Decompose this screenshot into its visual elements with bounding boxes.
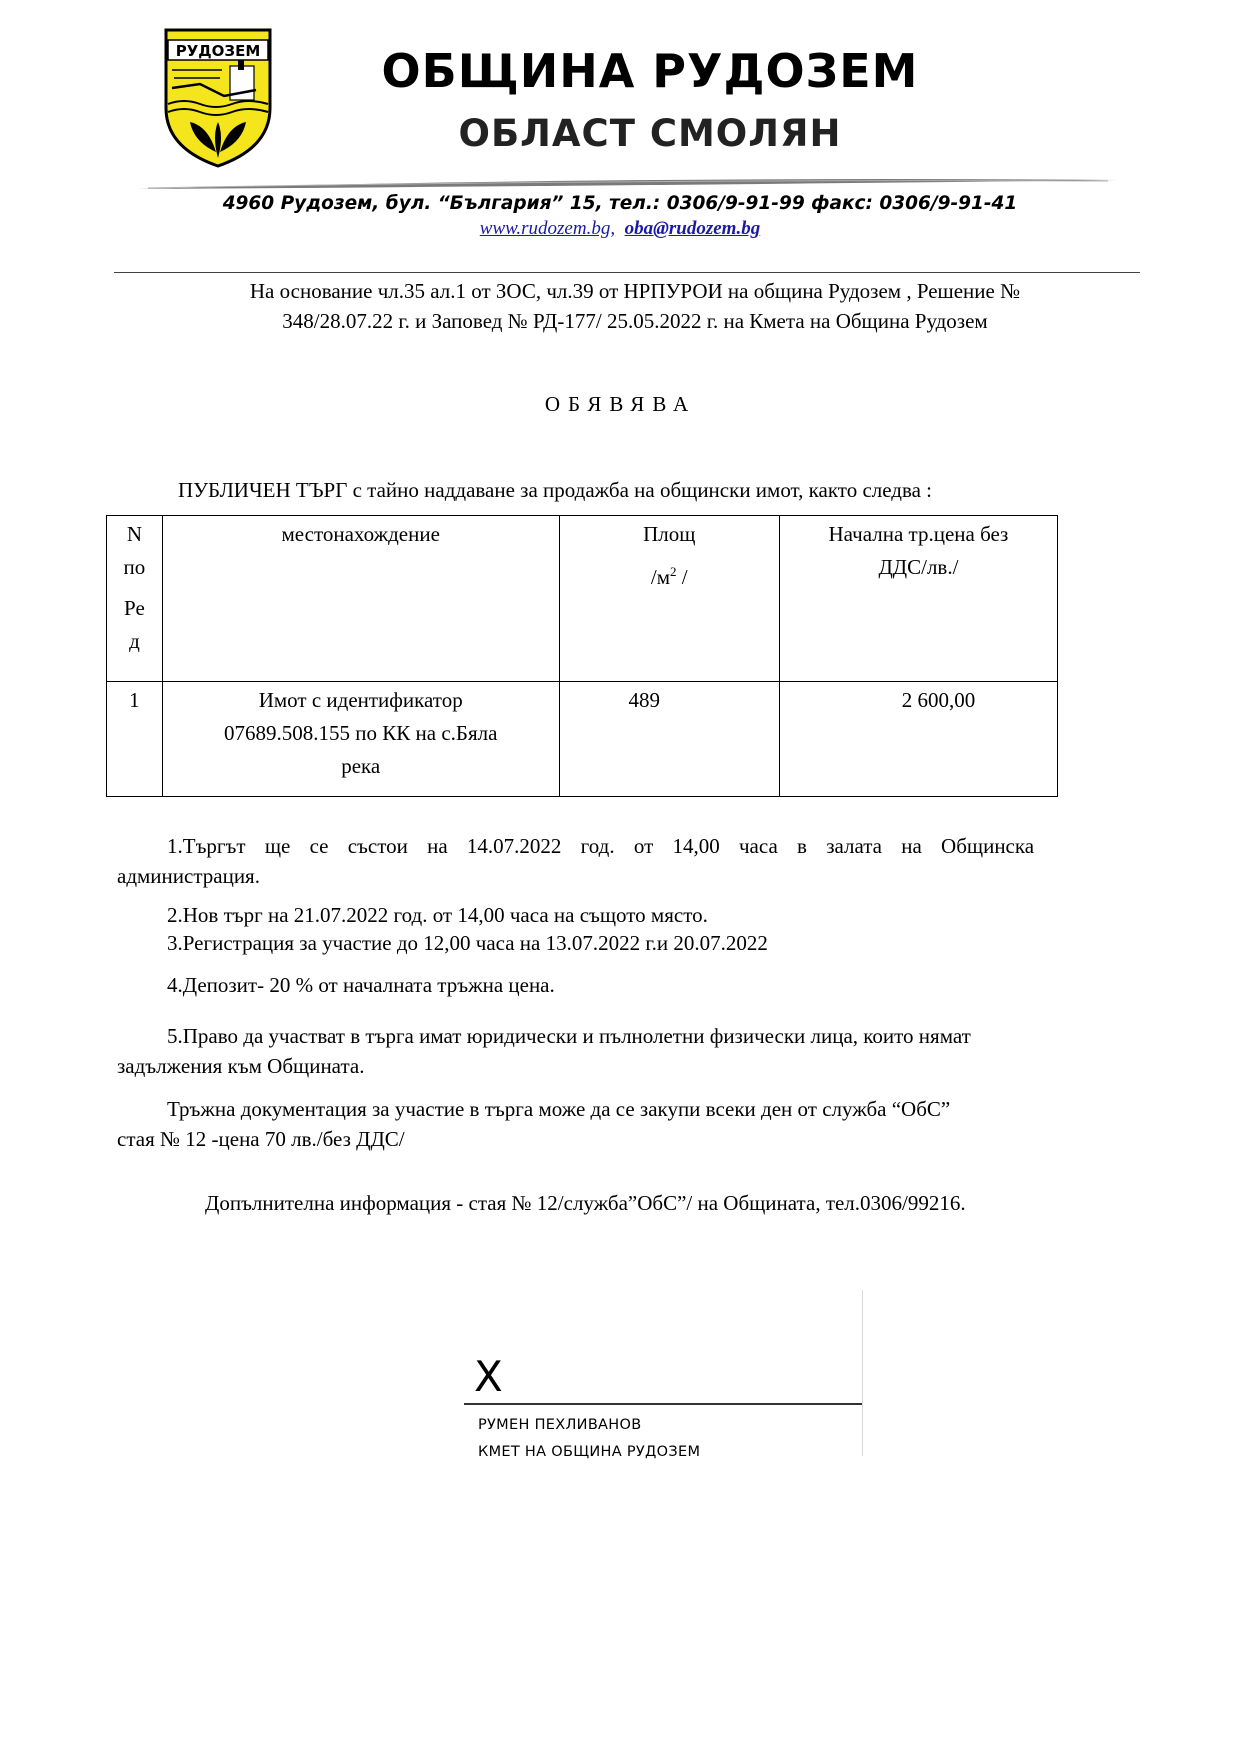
municipality-title: ОБЩИНА РУДОЗЕМ — [381, 44, 919, 98]
auction-intro: ПУБЛИЧЕН ТЪРГ с тайно наддаване за продажба на общински имот, както следва : — [178, 478, 933, 502]
region-title: ОБЛАСТ СМОЛЯН — [458, 112, 842, 155]
header-starting-price: Начална тр.цена без ДДС/лв./ — [779, 516, 1057, 682]
contact-links — [140, 218, 1100, 240]
website-link[interactable]: www.rudozem.bg, — [479, 218, 616, 239]
eligibility-paragraph: 5.Право да участват в търга имат юридически и пълнолетни физически лица, които нямат задължения към Общината. — [117, 1024, 971, 1078]
additional-info-paragraph: Допълнителна информация - стая № 12/служба”ОбС”/ на Общината, тел.0306/99216. — [205, 1191, 966, 1215]
municipality-coat-of-arms — [160, 26, 276, 168]
header-divider — [138, 176, 1118, 192]
row-location: Имот с идентификатор 07689.508.155 по КК на с.Бяла река — [162, 682, 559, 797]
announcement-heading: ОБЯВЯВА — [544, 392, 697, 416]
auction-date-paragraph: 1.Търгът ще се състои на 14.07.2022 год. от 14,00 часа в залата на Общинска администрация. — [117, 834, 1035, 888]
registration-paragraph: 3.Регистрация за участие до 12,00 часа на 13.07.2022 г.и 20.07.2022 — [167, 931, 768, 955]
documentation-paragraph: Тръжна документация за участие в търга може да се закупи всеки ден от служба “ОбС” стая № 12 -цена 70 лв./без ДДС/ — [117, 1097, 951, 1151]
signer-name: РУМЕН ПЕХЛИВАНОВ — [478, 1417, 642, 1433]
email-link[interactable]: oba@rudozem.bg — [624, 218, 761, 239]
signer-title: КМЕТ НА ОБЩИНА РУДОЗЕМ — [478, 1444, 701, 1460]
property-table — [106, 515, 1058, 797]
signature-box-border — [862, 1290, 863, 1456]
table-row — [107, 682, 1058, 797]
signature-line — [464, 1403, 862, 1405]
row-number: 1 — [107, 682, 163, 797]
table-header-row — [107, 516, 1058, 682]
contact-address: 4960 Рудозем, бул. “България” 15, тел.: 0306/9-91-99 факс: 0306/9-91-41 — [222, 193, 1018, 214]
legal-basis — [120, 276, 1150, 336]
row-price: 2 600,00 — [779, 682, 1057, 797]
deposit-paragraph: 4.Депозит- 20 % от началната тръжна цена. — [167, 973, 555, 997]
signature-mark[interactable]: X — [474, 1352, 503, 1401]
row-area: 489 — [559, 682, 779, 797]
legal-basis-line: 348/28.07.22 г. и Заповед № РД-177/ 25.05.2022 г. на Кмета на Община Рудозем — [282, 309, 988, 333]
header-area: Площ $/м^2$ / — [559, 516, 779, 682]
header-location: местонахождение — [162, 516, 559, 682]
new-auction-paragraph: 2.Нов търг на 21.07.2022 год. от 14,00 часа на същото място. — [167, 903, 708, 927]
logo-text: РУДОЗЕМ — [175, 42, 261, 60]
header-rule — [114, 272, 1140, 273]
header-number: N по Ре д — [107, 516, 163, 682]
legal-basis-line: На основание чл.35 ал.1 от ЗОС, чл.39 от НРПУРОИ на община Рудозем , Решение № — [249, 279, 1021, 303]
